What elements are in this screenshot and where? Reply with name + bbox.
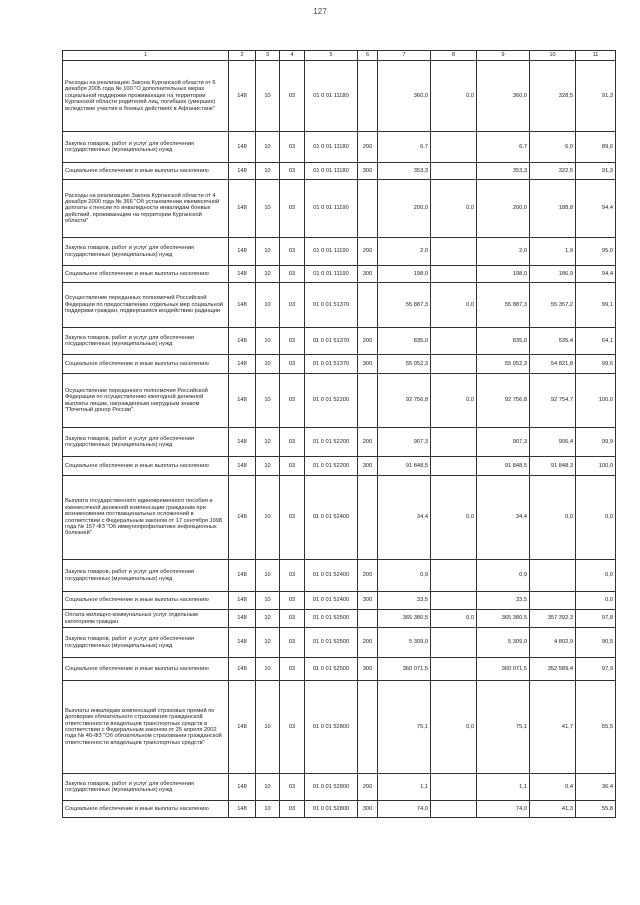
col-header: 3 <box>256 51 280 61</box>
cell-description: Социальное обеспечение и иные выплаты населению <box>63 592 229 610</box>
cell-percent-executed: 64,1 <box>576 328 616 355</box>
cell-department-code: 148 <box>229 283 256 328</box>
cell-section-code: 10 <box>256 610 280 628</box>
cell-subsection-code: 03 <box>280 328 305 355</box>
cell-subsection-code: 03 <box>280 61 305 132</box>
cell-target-article: 01 0 01 51370 <box>305 283 358 328</box>
cell-percent-executed: 0,0 <box>576 560 616 592</box>
cell-revised-plan: 360 071,5 <box>477 658 530 681</box>
cell-section-code: 10 <box>256 328 280 355</box>
cell-executed: 357 392,3 <box>530 610 576 628</box>
cell-expense-type: 300 <box>358 801 378 818</box>
cell-section-code: 10 <box>256 560 280 592</box>
cell-changes: 0,0 <box>431 681 477 774</box>
cell-target-article: 01 0 01 11180 <box>305 163 358 180</box>
cell-revised-plan: 92 756,8 <box>477 374 530 428</box>
table-row <box>63 328 616 355</box>
cell-percent-executed: 55,8 <box>576 801 616 818</box>
cell-percent-executed: 0,0 <box>576 592 616 610</box>
cell-changes <box>431 266 477 283</box>
cell-section-code: 10 <box>256 132 280 163</box>
col-header: 5 <box>305 51 358 61</box>
cell-executed: 6,0 <box>530 132 576 163</box>
cell-executed: 186,9 <box>530 266 576 283</box>
cell-description: Закупка товаров, работ и услуг для обеспечения государственных (муниципальных) нужд <box>63 238 229 266</box>
cell-approved-plan: 0,9 <box>378 560 431 592</box>
cell-percent-executed: 99,6 <box>576 355 616 374</box>
cell-executed: 906,4 <box>530 428 576 457</box>
cell-target-article: 01 0 01 52800 <box>305 801 358 818</box>
cell-description: Социальное обеспечение и иные выплаты населению <box>63 658 229 681</box>
cell-expense-type: 200 <box>358 428 378 457</box>
table-row <box>63 658 616 681</box>
cell-changes: 0,0 <box>431 476 477 560</box>
cell-revised-plan: 75,1 <box>477 681 530 774</box>
cell-target-article: 01 0 01 52500 <box>305 658 358 681</box>
cell-changes <box>431 238 477 266</box>
cell-department-code: 148 <box>229 610 256 628</box>
cell-section-code: 10 <box>256 658 280 681</box>
cell-description: Закупка товаров, работ и услуг для обеспечения государственных (муниципальных) нужд <box>63 560 229 592</box>
cell-section-code: 10 <box>256 355 280 374</box>
cell-percent-executed: 97,8 <box>576 610 616 628</box>
cell-section-code: 10 <box>256 592 280 610</box>
table-row <box>63 610 616 628</box>
cell-changes <box>431 801 477 818</box>
cell-department-code: 148 <box>229 428 256 457</box>
cell-expense-type: 200 <box>358 238 378 266</box>
cell-percent-executed: 90,5 <box>576 628 616 658</box>
cell-changes <box>431 428 477 457</box>
col-header: 6 <box>358 51 378 61</box>
table-row <box>63 163 616 180</box>
cell-executed: 322,5 <box>530 163 576 180</box>
cell-revised-plan: 55 887,3 <box>477 283 530 328</box>
cell-department-code: 148 <box>229 457 256 476</box>
cell-section-code: 10 <box>256 238 280 266</box>
cell-target-article: 01 0 01 52400 <box>305 476 358 560</box>
table-row <box>63 774 616 801</box>
cell-subsection-code: 03 <box>280 658 305 681</box>
col-header: 2 <box>229 51 256 61</box>
cell-revised-plan: 34,4 <box>477 476 530 560</box>
cell-description: Социальное обеспечение и иные выплаты населению <box>63 457 229 476</box>
cell-revised-plan: 360,0 <box>477 61 530 132</box>
cell-percent-executed: 89,6 <box>576 132 616 163</box>
cell-revised-plan: 2,0 <box>477 238 530 266</box>
cell-subsection-code: 03 <box>280 428 305 457</box>
cell-expense-type <box>358 476 378 560</box>
cell-target-article: 01 0 01 52400 <box>305 592 358 610</box>
cell-approved-plan: 74,0 <box>378 801 431 818</box>
cell-executed <box>530 592 576 610</box>
cell-revised-plan: 1,1 <box>477 774 530 801</box>
header-row <box>63 51 616 61</box>
cell-executed: 54 821,8 <box>530 355 576 374</box>
table-row <box>63 180 616 238</box>
cell-subsection-code: 03 <box>280 132 305 163</box>
table-row <box>63 681 616 774</box>
table-row <box>63 457 616 476</box>
cell-percent-executed: 95,0 <box>576 238 616 266</box>
cell-approved-plan: 75,1 <box>378 681 431 774</box>
cell-approved-plan: 353,3 <box>378 163 431 180</box>
cell-section-code: 10 <box>256 681 280 774</box>
cell-expense-type <box>358 61 378 132</box>
cell-section-code: 10 <box>256 774 280 801</box>
cell-department-code: 148 <box>229 180 256 238</box>
cell-subsection-code: 03 <box>280 801 305 818</box>
cell-subsection-code: 03 <box>280 163 305 180</box>
cell-approved-plan: 91 848,5 <box>378 457 431 476</box>
cell-department-code: 148 <box>229 628 256 658</box>
table-row <box>63 592 616 610</box>
cell-target-article: 01 0 01 52800 <box>305 681 358 774</box>
cell-approved-plan: 55 887,3 <box>378 283 431 328</box>
cell-changes <box>431 658 477 681</box>
table-row <box>63 132 616 163</box>
cell-approved-plan: 198,0 <box>378 266 431 283</box>
cell-expense-type <box>358 610 378 628</box>
cell-description: Выплата государственного единовременного пособия и ежемесячной денежной компенсации гражданам при возникновении поствакцинальных осложнений в соответствии с Федеральным законом от 17 сентября 1998 года № 157-ФЗ "Об иммунопрофилактике инфекционных болезней" <box>63 476 229 560</box>
cell-subsection-code: 03 <box>280 374 305 428</box>
cell-target-article: 01 0 01 11180 <box>305 61 358 132</box>
cell-description: Расходы на реализацию Закона Курганской области от 4 декабря 2000 года № 366 "Об установлении ежемесячной доплаты к пенсии по инвалидности инвалидам боевых действий, проживающим на территории Курганской области" <box>63 180 229 238</box>
cell-approved-plan: 92 756,8 <box>378 374 431 428</box>
cell-approved-plan: 365 380,5 <box>378 610 431 628</box>
cell-department-code: 148 <box>229 658 256 681</box>
cell-description: Социальное обеспечение и иные выплаты населению <box>63 355 229 374</box>
table-row <box>63 428 616 457</box>
cell-changes <box>431 132 477 163</box>
cell-subsection-code: 03 <box>280 180 305 238</box>
cell-expense-type: 300 <box>358 163 378 180</box>
cell-revised-plan: 365 380,5 <box>477 610 530 628</box>
cell-description: Социальное обеспечение и иные выплаты населению <box>63 163 229 180</box>
cell-department-code: 148 <box>229 592 256 610</box>
cell-revised-plan: 6,7 <box>477 132 530 163</box>
cell-executed: 0,0 <box>530 476 576 560</box>
cell-changes <box>431 560 477 592</box>
cell-expense-type: 200 <box>358 774 378 801</box>
cell-section-code: 10 <box>256 180 280 238</box>
cell-description: Социальное обеспечение и иные выплаты населению <box>63 266 229 283</box>
cell-expense-type: 300 <box>358 658 378 681</box>
cell-percent-executed: 100,0 <box>576 457 616 476</box>
cell-revised-plan: 200,0 <box>477 180 530 238</box>
cell-percent-executed: 91,3 <box>576 61 616 132</box>
cell-executed: 1,9 <box>530 238 576 266</box>
page-number: 127 <box>313 7 327 16</box>
cell-executed: 41,3 <box>530 801 576 818</box>
cell-department-code: 148 <box>229 266 256 283</box>
cell-percent-executed: 94,4 <box>576 180 616 238</box>
cell-description: Осуществление переданных полномочий Российской Федерации по предоставлению отдельных мер социальной поддержки граждан, подвергшихся воздействию радиации <box>63 283 229 328</box>
cell-executed: 41,7 <box>530 681 576 774</box>
table-row <box>63 266 616 283</box>
cell-expense-type <box>358 180 378 238</box>
cell-department-code: 148 <box>229 61 256 132</box>
cell-percent-executed: 100,0 <box>576 374 616 428</box>
cell-target-article: 01 0 01 52800 <box>305 774 358 801</box>
cell-description: Закупка товаров, работ и услуг для обеспечения государственных (муниципальных) нужд <box>63 428 229 457</box>
cell-department-code: 148 <box>229 476 256 560</box>
cell-description: Оплата жилищно-коммунальных услуг отдельным категориям граждан <box>63 610 229 628</box>
cell-section-code: 10 <box>256 628 280 658</box>
cell-target-article: 01 0 01 11190 <box>305 266 358 283</box>
cell-changes <box>431 328 477 355</box>
cell-description: Выплаты инвалидам компенсаций страховых премий по договорам обязательного страхования гражданской ответственности владельцев транспортных средств в соответствии с Федеральным законом от 25 апреля 2002 года № 40-ФЗ "Об обязательном страховании гражданской ответственности владельцев транспортных средств" <box>63 681 229 774</box>
cell-changes <box>431 457 477 476</box>
cell-subsection-code: 03 <box>280 610 305 628</box>
cell-expense-type <box>358 681 378 774</box>
cell-target-article: 01 0 01 52200 <box>305 374 358 428</box>
cell-department-code: 148 <box>229 163 256 180</box>
cell-revised-plan: 55 052,3 <box>477 355 530 374</box>
cell-section-code: 10 <box>256 801 280 818</box>
cell-section-code: 10 <box>256 163 280 180</box>
budget-table <box>62 50 616 818</box>
cell-subsection-code: 03 <box>280 238 305 266</box>
cell-revised-plan: 74,0 <box>477 801 530 818</box>
cell-subsection-code: 03 <box>280 592 305 610</box>
cell-percent-executed: 36,4 <box>576 774 616 801</box>
cell-section-code: 10 <box>256 457 280 476</box>
cell-expense-type: 200 <box>358 328 378 355</box>
cell-section-code: 10 <box>256 476 280 560</box>
cell-changes: 0,0 <box>431 180 477 238</box>
col-header: 10 <box>530 51 576 61</box>
cell-executed <box>530 560 576 592</box>
cell-target-article: 01 0 01 11190 <box>305 180 358 238</box>
cell-subsection-code: 03 <box>280 774 305 801</box>
cell-revised-plan: 907,3 <box>477 428 530 457</box>
table-row <box>63 476 616 560</box>
cell-executed: 91 848,3 <box>530 457 576 476</box>
cell-percent-executed: 0,0 <box>576 476 616 560</box>
table-row <box>63 801 616 818</box>
cell-percent-executed: 99,1 <box>576 283 616 328</box>
cell-approved-plan: 200,0 <box>378 180 431 238</box>
cell-percent-executed: 55,5 <box>576 681 616 774</box>
cell-subsection-code: 03 <box>280 283 305 328</box>
cell-changes <box>431 628 477 658</box>
cell-approved-plan: 5 309,0 <box>378 628 431 658</box>
cell-description: Расходы на реализацию Закона Курганской области от 6 декабря 2005 года № 100 "О дополнительных мерах социальной поддержки проживающих на территории Курганской области родителей лиц, погибших (умерших) вследствие участия в боевых действиях в Афганистане" <box>63 61 229 132</box>
cell-expense-type: 300 <box>358 266 378 283</box>
col-header: 7 <box>378 51 431 61</box>
cell-changes: 0,0 <box>431 610 477 628</box>
cell-department-code: 148 <box>229 132 256 163</box>
cell-approved-plan: 6,7 <box>378 132 431 163</box>
cell-percent-executed: 94,4 <box>576 266 616 283</box>
cell-expense-type: 300 <box>358 457 378 476</box>
cell-department-code: 148 <box>229 774 256 801</box>
cell-department-code: 148 <box>229 328 256 355</box>
cell-department-code: 148 <box>229 560 256 592</box>
cell-executed: 92 754,7 <box>530 374 576 428</box>
col-header: 8 <box>431 51 477 61</box>
cell-expense-type: 200 <box>358 628 378 658</box>
cell-description: Закупка товаров, работ и услуг для обеспечения государственных (муниципальных) нужд <box>63 132 229 163</box>
cell-executed: 55 357,2 <box>530 283 576 328</box>
cell-executed: 535,4 <box>530 328 576 355</box>
cell-subsection-code: 03 <box>280 355 305 374</box>
col-header: 9 <box>477 51 530 61</box>
cell-section-code: 10 <box>256 283 280 328</box>
cell-subsection-code: 03 <box>280 457 305 476</box>
cell-subsection-code: 03 <box>280 681 305 774</box>
cell-approved-plan: 1,1 <box>378 774 431 801</box>
col-header: 4 <box>280 51 305 61</box>
table-row <box>63 560 616 592</box>
cell-department-code: 148 <box>229 355 256 374</box>
cell-description: Осуществление переданного полномочия Российской Федерации по осуществлению ежегодной денежной выплаты лицам, награжденным нагрудным знаком "Почетный донор России" <box>63 374 229 428</box>
cell-percent-executed: 97,9 <box>576 658 616 681</box>
cell-percent-executed: 91,3 <box>576 163 616 180</box>
cell-subsection-code: 03 <box>280 628 305 658</box>
cell-approved-plan: 835,0 <box>378 328 431 355</box>
cell-percent-executed: 99,9 <box>576 428 616 457</box>
cell-revised-plan: 33,5 <box>477 592 530 610</box>
cell-changes <box>431 163 477 180</box>
cell-description: Закупка товаров, работ и услуг для обеспечения государственных (муниципальных) нужд <box>63 628 229 658</box>
cell-changes <box>431 355 477 374</box>
cell-executed: 328,5 <box>530 61 576 132</box>
cell-revised-plan: 835,0 <box>477 328 530 355</box>
cell-section-code: 10 <box>256 61 280 132</box>
cell-approved-plan: 33,5 <box>378 592 431 610</box>
cell-description: Закупка товаров, работ и услуг для обеспечения государственных (муниципальных) нужд <box>63 774 229 801</box>
cell-department-code: 148 <box>229 801 256 818</box>
cell-expense-type: 200 <box>358 560 378 592</box>
cell-revised-plan: 5 309,0 <box>477 628 530 658</box>
cell-approved-plan: 2,0 <box>378 238 431 266</box>
table-row <box>63 355 616 374</box>
cell-department-code: 148 <box>229 681 256 774</box>
cell-executed: 0,4 <box>530 774 576 801</box>
table-row <box>63 238 616 266</box>
cell-expense-type <box>358 283 378 328</box>
cell-department-code: 148 <box>229 374 256 428</box>
cell-target-article: 01 0 01 52200 <box>305 428 358 457</box>
cell-changes: 0,0 <box>431 374 477 428</box>
cell-executed: 188,8 <box>530 180 576 238</box>
cell-section-code: 10 <box>256 428 280 457</box>
cell-target-article: 01 0 01 52200 <box>305 457 358 476</box>
cell-description: Социальное обеспечение и иные выплаты населению <box>63 801 229 818</box>
cell-expense-type: 300 <box>358 592 378 610</box>
cell-target-article: 01 0 01 11190 <box>305 238 358 266</box>
cell-section-code: 10 <box>256 266 280 283</box>
col-header: 11 <box>576 51 616 61</box>
cell-approved-plan: 360,0 <box>378 61 431 132</box>
cell-description: Закупка товаров, работ и услуг для обеспечения государственных (муниципальных) нужд <box>63 328 229 355</box>
cell-revised-plan: 198,0 <box>477 266 530 283</box>
cell-approved-plan: 360 071,5 <box>378 658 431 681</box>
table-row <box>63 628 616 658</box>
cell-approved-plan: 34,4 <box>378 476 431 560</box>
cell-subsection-code: 03 <box>280 266 305 283</box>
table-row <box>63 374 616 428</box>
cell-target-article: 01 0 01 52500 <box>305 610 358 628</box>
cell-expense-type: 300 <box>358 355 378 374</box>
cell-executed: 352 589,4 <box>530 658 576 681</box>
cell-section-code: 10 <box>256 374 280 428</box>
cell-expense-type: 200 <box>358 132 378 163</box>
table-row <box>63 61 616 132</box>
cell-revised-plan: 91 848,5 <box>477 457 530 476</box>
cell-revised-plan: 353,3 <box>477 163 530 180</box>
table-row <box>63 283 616 328</box>
cell-target-article: 01 0 01 51370 <box>305 355 358 374</box>
cell-executed: 4 802,9 <box>530 628 576 658</box>
cell-approved-plan: 55 052,3 <box>378 355 431 374</box>
cell-subsection-code: 03 <box>280 560 305 592</box>
col-header: 1 <box>63 51 229 61</box>
cell-revised-plan: 0,9 <box>477 560 530 592</box>
cell-department-code: 148 <box>229 238 256 266</box>
cell-changes: 0,0 <box>431 61 477 132</box>
cell-target-article: 01 0 01 52400 <box>305 560 358 592</box>
cell-target-article: 01 0 01 11180 <box>305 132 358 163</box>
cell-target-article: 01 0 01 51370 <box>305 328 358 355</box>
cell-target-article: 01 0 01 52500 <box>305 628 358 658</box>
cell-subsection-code: 03 <box>280 476 305 560</box>
cell-changes <box>431 592 477 610</box>
cell-expense-type <box>358 374 378 428</box>
cell-approved-plan: 907,3 <box>378 428 431 457</box>
cell-changes: 0,0 <box>431 283 477 328</box>
cell-changes <box>431 774 477 801</box>
